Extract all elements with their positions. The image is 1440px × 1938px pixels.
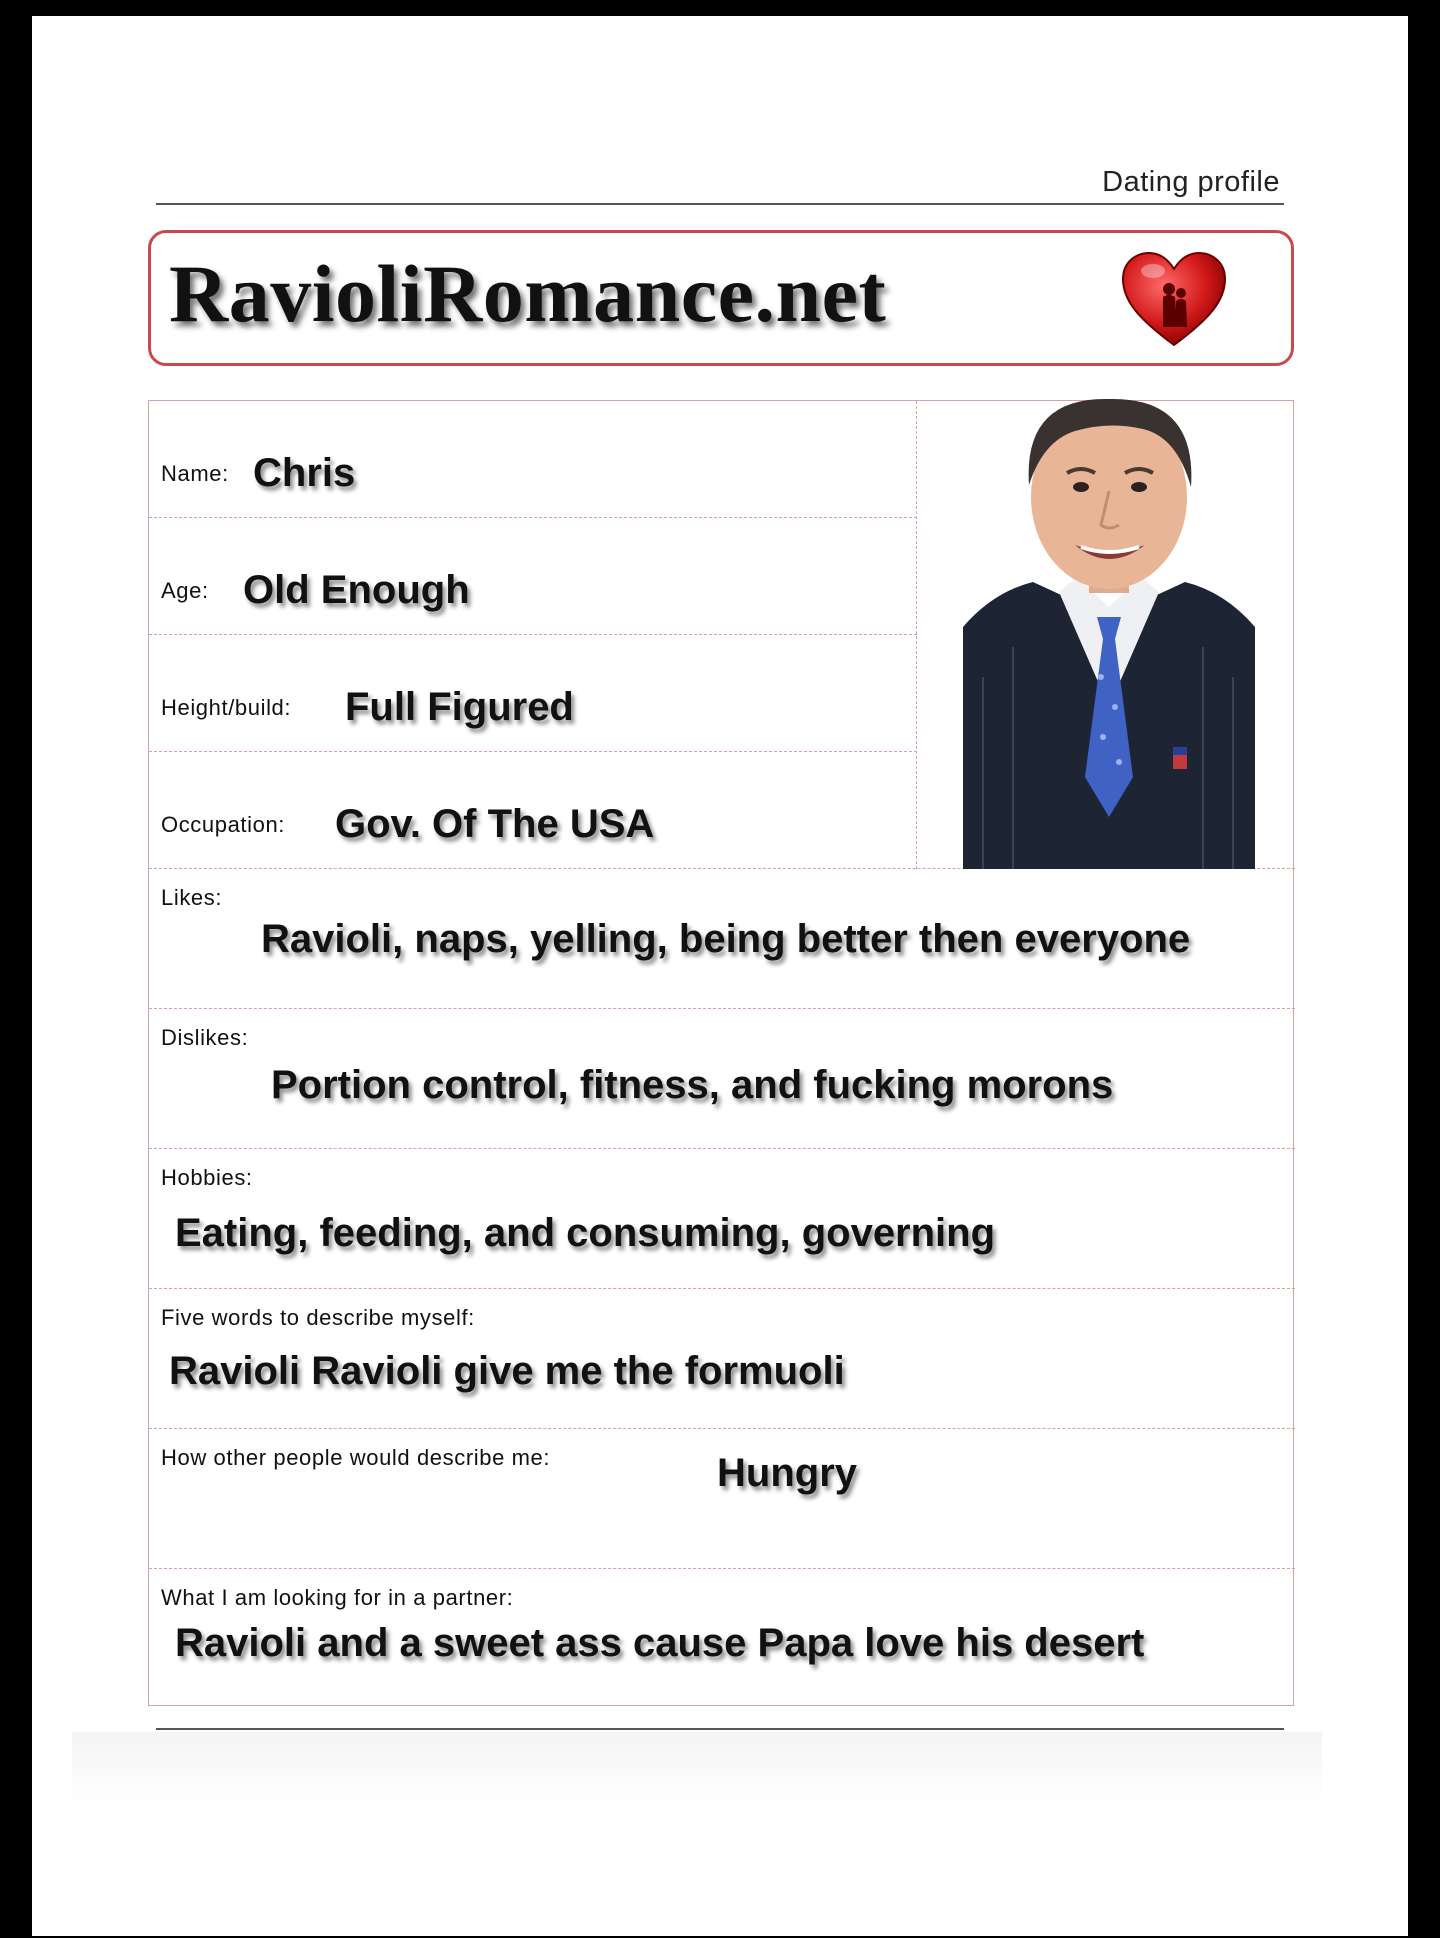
profile-page [32,16,1408,1936]
looking-for-row [149,1569,1295,1707]
height-row [149,635,917,752]
dislikes-row [149,1009,1295,1149]
hobbies-value: Eating, feeding, and consuming, governing [175,1211,996,1255]
name-label: Name: [161,461,229,486]
footer-fade [72,1732,1322,1852]
footer-rule [156,1728,1284,1730]
others-describe-value: Hungry [717,1451,857,1495]
looking-for-label: What I am looking for in a partner: [161,1585,514,1610]
occupation-label: Occupation: [161,812,286,837]
height-label: Height/build: [161,695,292,720]
brand-logo-text: RavioliRomance.net [169,248,887,339]
likes-row [149,869,1295,1009]
five-words-value: Ravioli Ravioli give me the formuoli [169,1349,845,1393]
occupation-value: Gov. Of The USA [335,802,655,846]
height-value: Full Figured [345,685,574,729]
five-words-label: Five words to describe myself: [161,1305,475,1330]
document-header-label: Dating profile [1102,166,1280,198]
hobbies-label: Hobbies: [161,1165,253,1190]
site-banner [148,230,1294,366]
header-rule [156,203,1284,205]
name-row [149,401,917,518]
five-words-row [149,1289,1295,1429]
heart-icon [1119,249,1229,349]
likes-value: Ravioli, naps, yelling, being better then everyone [261,917,1191,961]
age-row [149,518,917,635]
profile-form [148,400,1294,1706]
dislikes-value: Portion control, fitness, and fucking morons [271,1063,1114,1107]
profile-photo [963,377,1255,869]
dislikes-label: Dislikes: [161,1025,249,1050]
others-describe-row [149,1429,1295,1569]
hobbies-row [149,1149,1295,1289]
age-label: Age: [161,578,209,603]
likes-label: Likes: [161,885,223,910]
age-value: Old Enough [243,568,470,612]
name-value: Chris [253,451,356,495]
others-describe-label: How other people would describe me: [161,1445,551,1470]
looking-for-value: Ravioli and a sweet ass cause Papa love his desert [175,1621,1145,1665]
